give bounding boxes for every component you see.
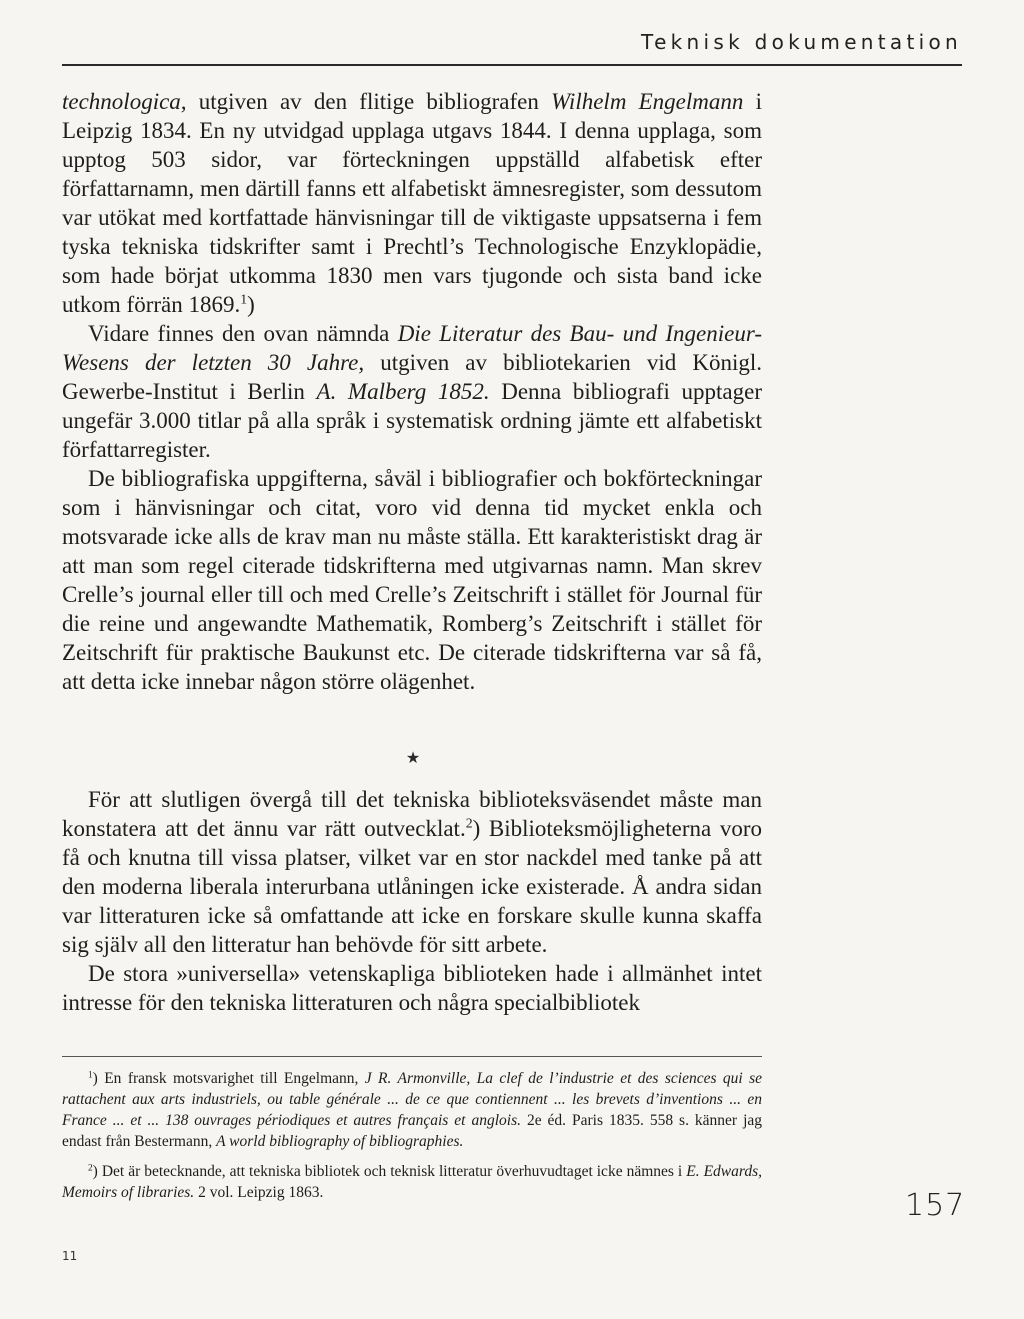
footnote-ref: 1 [240,291,248,307]
paragraph [62,785,762,959]
paragraph [62,464,762,696]
text-run: technologica, [62,89,187,114]
text-run: E. Edwards, Memoirs of libraries. [62,1163,762,1201]
text-run: Die Literatur des Bau- und Ingenieur-Wesens der letzten 30 Jahre, [62,321,762,375]
text-run: i Leipzig 1834. En ny utvidgad upplaga utgavs 1844. I denna upplaga, som upptog 503 sidor, var förteckningen uppställd alfabetisk efter författarnamn, men därtill fanns ett alfabetiskt ämnesregister, som dessutom var utökat med kortfattade hänvisningar till de viktigaste uppsatserna i fem tyska tekniska tidskrifter samt i Prechtl’s Technologische Enzyklopädie, som hade börjat utkomma 1830 men vars tjugonde och sista band icke utkom förrän 1869. [62,89,763,317]
page-number: 157 [905,1188,966,1223]
text-run: J R. Armonville, La clef de l’industrie et des sciences qui se rattachent aux arts industriels, ou table générale ... de ce que contiennent ... les brevets d’inventions ... en France ... et ... 138 ouvrages périodiques et autres français et anglois. [62,1070,762,1129]
text-run: De bibliografiska uppgifterna, såväl i bibliografier och bokförteckningar som i hänvisningar och citat, voro vid denna tid mycket enkla och motsvarade icke alls de krav man nu måste ställa. Ett karakteristiskt drag är att man som regel citerade tidskrifterna med utgivarnas namn. Man skrev Crelle’s journal eller till och med Crelle’s Zeitschrift i stället för Journal für die reine und angewandte Mathematik, Romberg’s Zeitschrift i stället för Zeitschrift für praktische Baukunst etc. De citerade tidskrifterna var så få, att detta icke innebar någon större olägenhet. [62,466,762,694]
footnote-ref: 1 [88,1070,93,1081]
text-run: Denna bibliografi upptager ungefär 3.000 titlar på alla språk i systematisk ordning jämte ett alfabetiskt författarregister. [62,379,762,462]
text-run: 2 vol. Leipzig 1863. [194,1184,324,1201]
text-run: De stora »universella» vetenskapliga biblioteken hade i allmänhet intet intresse för den tekniska litteraturen och några specialbibliotek [62,961,762,1015]
signature-mark: 11 [62,1249,78,1263]
text-run: ) Det är betecknande, att tekniska bibliotek och teknisk litteratur överhuvudtaget icke nämnes i [92,1163,687,1180]
text-run: A. Malberg 1852. [316,379,490,404]
paragraph [62,959,762,1017]
section-2 [62,785,762,1017]
section-1 [62,87,762,696]
running-title: Teknisk dokumentation [640,30,962,54]
section-separator-star: ★ [405,750,421,767]
header-rule [62,64,962,66]
text-run: Vidare finnes den ovan nämnda [88,321,398,346]
paragraph [62,319,762,464]
text-run: 2e éd. Paris 1835. 558 s. känner jag endast från Bestermann, [62,1112,763,1150]
text-run: Wilhelm Engelmann [551,89,744,114]
paragraph [62,87,762,319]
text-run: ) Biblioteksmöjligheterna voro få och knutna till vissa platser, vilket var en stor nackdel med tanke på att den moderna liberala interurbana utlåningen icke existerade. Å andra sidan var litteraturen icke så omfattande att icke en forskare skulle kunna skaffa sig själv all den litteratur han behövde för sitt arbete. [62,816,762,957]
footnote-rule [62,1056,762,1057]
text-run: För att slutligen övergå till det tekniska biblioteksväsendet måste man konstatera att det ännu var rätt outvecklat. [62,787,762,841]
footnote-ref: 2 [88,1163,93,1174]
text-run: ) [247,292,255,317]
text-run: utgiven av den flitige bibliografen [186,89,552,114]
text-run: A world bibliography of bibliographies. [216,1133,464,1150]
footnotes [62,1068,762,1212]
footnote-1 [62,1068,762,1152]
footnote-ref: 2 [465,815,473,831]
text-run: utgiven av bibliotekarien vid Königl. Gewerbe-Institut i Berlin [62,350,762,404]
footnote-2 [62,1161,762,1203]
text-run: ) En fransk motsvarighet till Engelmann, [92,1070,365,1087]
